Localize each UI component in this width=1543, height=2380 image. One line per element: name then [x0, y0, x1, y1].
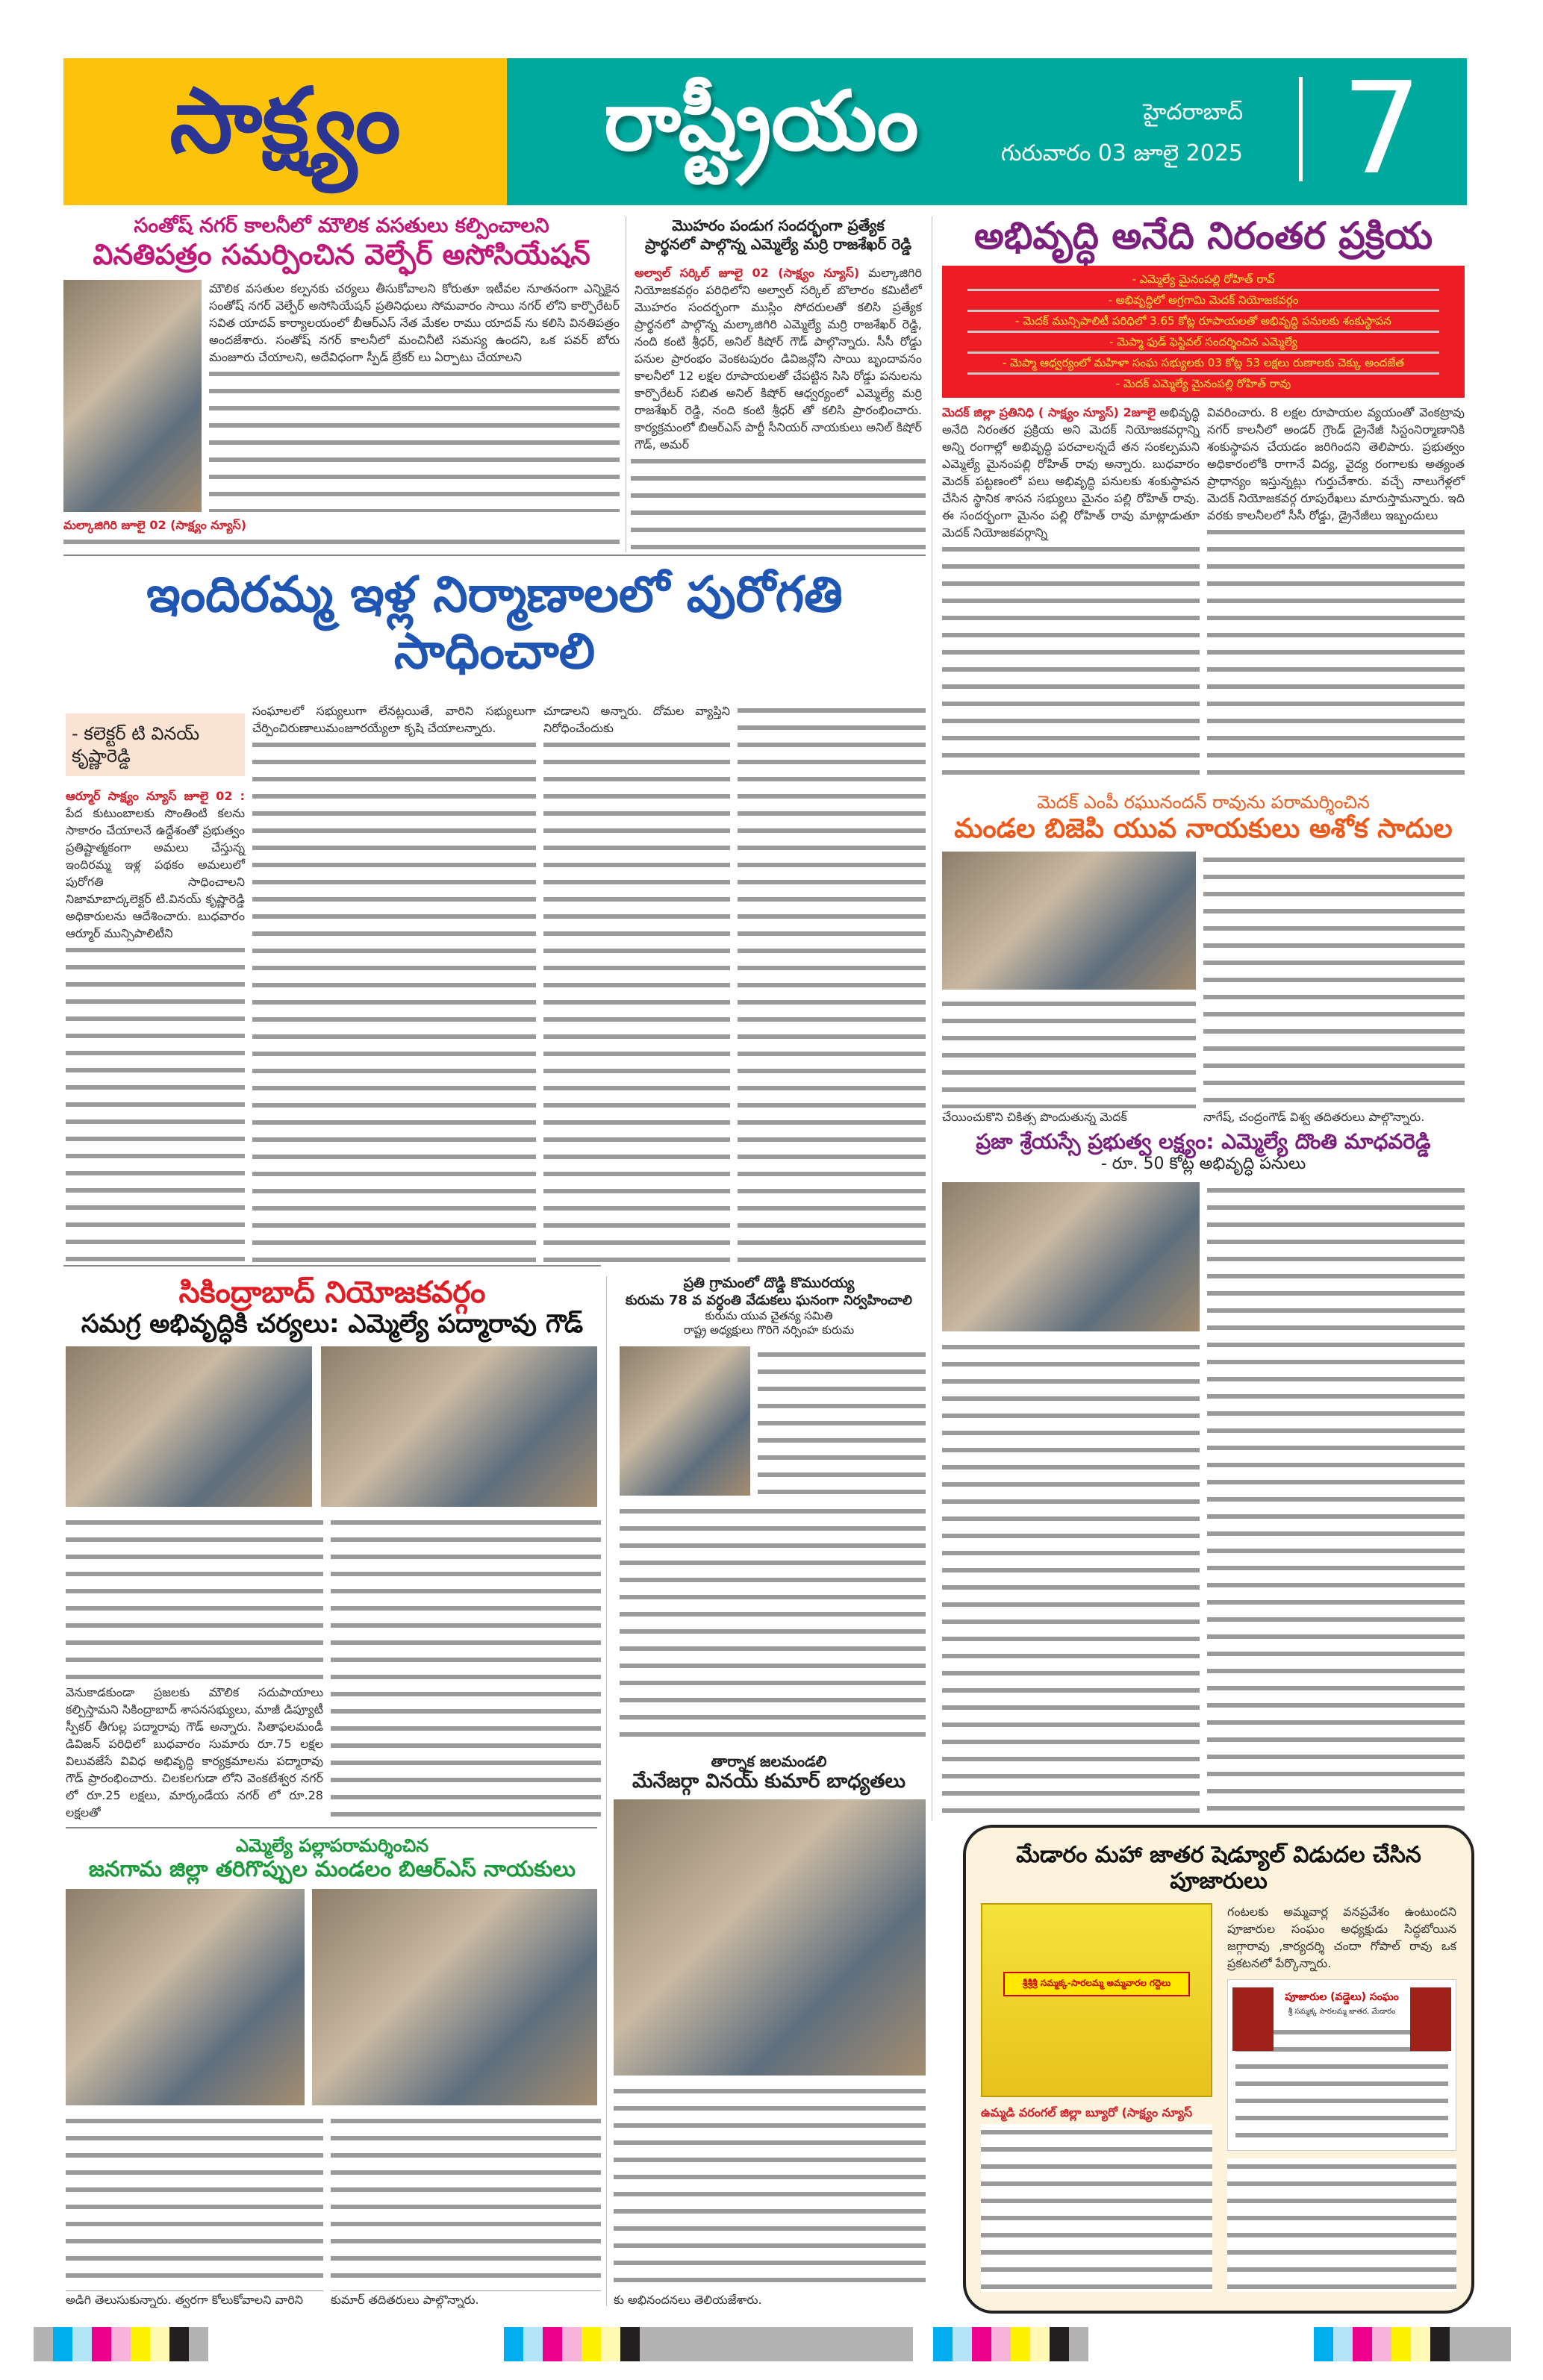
- jangaon-photo-2: [312, 1889, 597, 2105]
- praja-text-block: [1207, 1182, 1465, 1820]
- tarnaka-photo: [614, 1799, 926, 2076]
- medaram-dateline: ఉమ్మడి వరంగల్ జిల్లా బ్యూరో (సాక్ష్యం న్యూస్: [981, 2105, 1193, 2120]
- bjp-text-block: [1203, 852, 1465, 1108]
- medak-bullet: - ఎమ్మెల్యే మైనంపల్లి రోహిత్ రావ్: [967, 270, 1439, 291]
- medaram-headline: మేడారం మహా జాతర షెడ్యూల్ విడుదల చేసిన పూజారులు: [1016, 1842, 1421, 1894]
- praja-text-block: [942, 1339, 1200, 1820]
- jangaon-photo-1: [66, 1889, 305, 2105]
- bjp-tail: చేయించుకొని చికిత్స పొందుతున్న మెదక్: [942, 1110, 1127, 1124]
- section-rule: [63, 1265, 601, 1266]
- kuruma-text-block: [620, 1503, 926, 1746]
- medak-text-block: [942, 541, 1200, 787]
- muharram-body: [631, 264, 926, 453]
- bjp-tail-2: నాగేష్, చంద్రంగౌడ్ విశ్వ తదితరులు పాల్గొన్నారు.: [1203, 1110, 1425, 1124]
- kuruma-kicker: ప్రతి గ్రామంలో దొడ్డి కొమురయ్య: [683, 1275, 855, 1291]
- muharram-article: [631, 216, 926, 551]
- santosh-kicker: సంతోష్ నగర్ కాలనీలో మౌలిక వసతులు కల్పించాలని: [134, 214, 549, 237]
- color-bar: [1314, 2327, 1511, 2361]
- santosh-dateline-block: [63, 516, 620, 534]
- muharram-text-block: [631, 453, 926, 551]
- tarnaka-headline: మేనేజర్గా వినయ్ కుమార్ బాధ్యతలు: [632, 1770, 905, 1793]
- tarnaka-article: [612, 1752, 926, 2308]
- medaram-text-block: [1227, 2158, 1456, 2292]
- temple-photo: [981, 1903, 1212, 2097]
- medak-bullet: - మెప్మా ఫుడ్ ఫెస్టివల్ సందర్శించిన ఎమ్మెల్యే: [967, 333, 1439, 354]
- medak-article: [937, 215, 1467, 786]
- indiramma-text-block: [252, 737, 536, 1264]
- color-bar: [34, 2327, 208, 2361]
- secunderabad-body: వెనుకాడకుండా ప్రజలకు మౌలిక సదుపాయాలు కల్పిస్తామని సికింద్రాబాద్ శాసనసభ్యులు, మాజీ డిప్యూటీ స్పీకర్ తీగుల్ల పద్మారావు గౌడ్ అన్నారు. సితాఫలమండీ డివిజన్ పరిధిలో బుధవారం సుమారు రూ.75 లక్షల విలువజేసే వివిధ అభివృద్ధి కార్యక్రమాలను పద్మారావు గౌడ్ ప్రారంభించారు. చిలకలగుడా లోని వెంకటేశ్వర నగర్ లో రూ.25 లక్షలు, మార్కండేయ నగర్ లో రూ.28 లక్షలతో: [66, 1685, 323, 1820]
- secunderabad-photo-2: [321, 1346, 597, 1507]
- indiramma-text-block: [543, 737, 730, 1264]
- indiramma-text-block: [66, 942, 245, 1264]
- medak-body: [942, 404, 1200, 541]
- indiramma-body-3: చూడాలని అన్నారు. దోమల వ్యాప్తిని నిరోధించేందుకు: [543, 703, 730, 735]
- column-divider: [606, 1276, 607, 2306]
- page-number: 7: [1341, 55, 1422, 203]
- santosh-dateline: మల్కాజిగిరి జూలై 02 (సాక్ష్యం న్యూస్): [63, 518, 247, 532]
- tarnaka-text-block: [614, 2083, 926, 2291]
- santosh-article: [63, 213, 620, 551]
- jangaon-text-block: [66, 2113, 323, 2291]
- praja-headline: ప్రజా శ్రేయస్సే ప్రభుత్వ లక్ష్యం: ఎమ్మెల్యే దొంతి మాధవరెడ్డి: [976, 1130, 1431, 1154]
- indiramma-headline: ఇందిరమ్మ ఇళ్ల నిర్మాణాలలో పురోగతి సాధించాలి: [146, 566, 843, 680]
- indiramma-body: [66, 787, 245, 942]
- secunderabad-photo-1: [66, 1346, 312, 1507]
- notice-title: పూజారుల (వడ్డెలు) సంఘం: [1285, 1991, 1399, 2003]
- kuruma-article: [612, 1275, 926, 1746]
- section-title: రాష్ట్రీయం: [604, 73, 919, 169]
- secunderabad-article: [63, 1265, 601, 1821]
- masthead-banner: [507, 55, 1467, 205]
- divider: [1299, 77, 1303, 181]
- medak-highlights: [942, 266, 1465, 398]
- kuruma-headline: కురుమ 78 వ వర్ధంతి వేడుకలు ఘనంగా నిర్వహించాలి: [626, 1292, 912, 1308]
- color-bar: [933, 2327, 1088, 2361]
- bjp-headline: మండల బిజెపి యువ నాయకులు అశోక సాదుల: [954, 813, 1453, 844]
- medaram-box: [963, 1825, 1474, 2314]
- medaram-text-block: [981, 2124, 1212, 2292]
- medak-bullet: - మెదక్ మున్సిపాలిటీ పరిధిలో 3.65 కోట్ల రూపాయలతో అభివృద్ధి పనులకు శంకుస్థాపన: [967, 312, 1439, 333]
- praja-article: [937, 1130, 1467, 1820]
- medak-bullet: - అభివృద్ధిలో అగ్రగామి మెదక్ నియోజకవర్గం: [967, 291, 1439, 312]
- medak-body-2: వివరించారు. 8 లక్షల రూపాయల వ్యయంతో వెంకట్రావు నగర్ కాలనీలో అండర్ గ్రౌండ్ డ్రైనేజీ సిస్టంనిర్మాణానికి శంకుస్థాపన చేయడం జరిగిందని తెలిపారు. ప్రభుత్వం అధికారంలోకి రాగానే విద్య, వైద్య రంగాలకు అత్యంత ప్రాధాన్యం ఇస్తున్నట్లు గుర్తుచేశారు. వచ్చే నాలుగేళ్లలో మెదక్ నియోజకవర్గ రూపురేఖలు మారుస్తామన్నారు. ఇది వరకు కాలనీలలో సీసీ రోడ్డు, డ్రైనేజీలు ఇబ్బందులు: [1207, 405, 1465, 522]
- indiramma-text-block: [738, 702, 926, 1264]
- section-rule: [63, 555, 926, 556]
- santosh-photo: [63, 280, 202, 512]
- kuruma-text-block: [758, 1346, 926, 1503]
- indiramma-article: [63, 555, 926, 1264]
- bjp-kicker: మెదక్ ఎంపీ రఘునందన్ రావును పరామర్శించిన: [1037, 792, 1370, 813]
- santosh-text-block: [63, 534, 620, 551]
- medaram-body: గంటలకు అమ్మవార్ల వనప్రవేశం ఉంటుందని పూజారుల సంఘం అధ్యక్షుడు సిద్ధబోయిన జగ్గారావు ,కార్యదర్శి చందా గోపాల్ రావు ఒక ప్రకటనలో పేర్కొన్నారు.: [1227, 1905, 1456, 1970]
- jangaon-headline: జనగామ జిల్లా తరిగొప్పుల మండలం బిఆర్ఎస్ నాయకులు: [88, 1856, 576, 1881]
- tarnaka-tail: కు అభినందనలు తెలియజేశారు.: [614, 2293, 762, 2307]
- jangaon-text-block: [331, 2113, 601, 2291]
- edition-date: గురువారం 03 జూలై 2025: [1000, 140, 1243, 166]
- kuruma-sub: కురుమ యువ చైతన్య సమితి: [705, 1309, 833, 1323]
- indiramma-text: పేద కుటుంబాలకు సొంతింటి కలను సాకారం చేయాలనే ఉద్దేశంతో ప్రభుత్వం ప్రతిష్టాత్మకంగా అమలు చేస్తున్న ఇందిరమ్మ ఇళ్ల పథకం అమలులో పురోగతి సాధించాలని నిజామాబాద్కలెక్టర్ టి.వినయ్ కృష్ణారెడ్డి అధికారులను ఆదేశించారు. బుధవారం ఆర్మూర్ మున్సిపాలిటీని: [66, 805, 245, 940]
- secunderabad-text-block: [66, 1514, 323, 1684]
- edition-city: హైదరాబాద్: [1143, 99, 1243, 125]
- muharram-kicker: మొహరం పండుగ సందర్భంగా ప్రత్యేక: [672, 216, 885, 234]
- medak-bullet: - మెప్మా ఆధ్వర్యంలో మహిళా సంఘ సభ్యులకు 03 కోట్ల 53 లక్షలు రుణాలకు చెక్కు అందజేత: [967, 354, 1439, 375]
- indiramma-body-2: సంఘాలలో సభ్యులుగా లేనట్లయితే, వారిని సభ్యులుగా చేర్పించిరుణాలుమంజూరయ్యేలా కృషి చేయాలన్నారు.: [252, 703, 536, 735]
- temple-sign: శ్రీశ్రీశ్రీ సమ్మక్క-సారలమ్మ అమ్మవారల గద్దెలు: [1003, 1972, 1190, 1996]
- masthead-logo: సాక్ష్యం: [63, 58, 507, 205]
- section-rule: [66, 1827, 597, 1828]
- bjp-photo: [942, 852, 1196, 990]
- jangaon-tail: అడిగి తెలుసుకున్నారు. త్వరగా కోలుకోవాలని వారిని: [66, 2293, 304, 2307]
- santosh-body: మౌలిక వసతుల కల్పనకు చర్యలు తీసుకోవాలని కోరుతూ ఇటీవల నూతనంగా ఎన్నికైన సంతోష్ నగర్ వెల్ఫేర్ అసోసియేషన్ ప్రతినిధులు సోమవారం సాయి నగర్ లోని కార్పొరేటర్ సవిత యాదవ్ కార్యాలయంలో బీఆర్ఎస్ నేత మేకల రాము యాదవ్ ను కలిసి వినతిపత్రం అందజేశారు. సంతోష్ నగర్ కాలనీలో మంచినీటి సమస్య ఉందని, ఒక పవర్ బోరు మంజూరు చేయాలని, అదేవిధంగా స్పీడ్ బ్రేకర్ లు ఏర్పాటు చేయాలని: [209, 281, 620, 365]
- notice-subtitle: శ్రీ సమ్మక్క సారలమ్మ జాతర, మేడారం: [1288, 2008, 1396, 2016]
- indiramma-sub: - కలెక్టర్ టి వినయ్ కృష్ణారెడ్డి: [66, 713, 245, 776]
- muharram-dateline: అల్వాల్ సర్కిల్ జూలై 02 (సాక్ష్యం న్యూస్): [635, 266, 860, 280]
- praja-sub: - రూ. 50 కోట్ల అభివృద్ధి పనులు: [1100, 1155, 1306, 1174]
- medak-bullet: - మెదక్ ఎమ్మెల్యే మైనంపల్లి రోహిత్ రావు: [1115, 376, 1291, 390]
- praja-photo: [942, 1182, 1200, 1331]
- medak-text: అభివృద్ధి అనేది నిరంతర ప్రక్రియ అని మెదక్ నియోజకవర్గాన్ని అన్ని రంగాల్లో అభివృద్ధి పరచాలన్నదే తన సంకల్పమని ఎమ్మెల్యే మైనంపల్లి రోహిత్ రావు అన్నారు. బుధవారం మెదక్ పట్టణంలో పలు అభివృద్ధి పనులకు శంకుస్థాపన చేసిన స్థానిక శాసన సభ్యులు మైనం పల్లి రోహిత్ రావు. ఈ సందర్భంగా మైనం పల్లి రోహిత్ రావు మాట్లాడుతూ మెదక్ నియోజకవర్గాన్ని: [942, 405, 1200, 540]
- indiramma-dateline: ఆర్మూర్ సాక్ష్యం న్యూస్ జూలై 02 :: [66, 788, 245, 803]
- secunderabad-text-block: [331, 1514, 601, 1821]
- jangaon-kicker: ఎమ్మెల్యే పల్లాపరామర్శించిన: [235, 1835, 429, 1856]
- medak-headline: అభివృద్ధి అనేది నిరంతర ప్రక్రియ: [973, 215, 1433, 257]
- tarnaka-kicker: తార్నాక జలమండలి: [711, 1752, 827, 1770]
- jangaon-tail-2: కుమార్ తదితరులు పాల్గొన్నారు.: [331, 2293, 479, 2307]
- muharram-text: మల్కాజిగిరి నియోజకవర్గం పరిధిలోని అల్వాల్ సర్కిల్ బొలారం కమిటీలో మొహరం సందర్భంగా ముస్లిం సోదరులతో కలిసి ప్రత్యేక ప్రార్థనలో పాల్గొన్న మల్కాజిగిరి ఎమ్మెల్యే మర్రి రాజశేఖర్ రెడ్డి, నంది కంటి శ్రీధర్, అనిల్ కిషోర్ గౌడ్ పాల్గొన్నారు. సీసీ రోడ్డు పనుల ప్రారంభం వెంకటపురం డివిజన్లోని సాయి బృందావనం కాలనీలో 12 లక్షల రూపాయలతో చేపట్టిన సిసి రోడ్డు పనులను కార్పొరేటర్ సబిత అనిల్ కిషోర్ ఆధ్వర్యంలో ఎమ్మెల్యే మర్రి రాజశేఖర్ రెడ్డి, నంది కంటి శ్రీధర్ తో కలిసి ప్రారంభించారు. కార్యక్రమంలో బిఆర్ఎస్ పార్టీ సీనియర్ నాయకులు అనిల్ కిషోర్ గౌడ్, అమర్: [635, 266, 922, 452]
- secunderabad-kicker: సికింద్రాబాద్ నియోజకవర్గం: [178, 1275, 486, 1310]
- medak-dateline: మెదక్ జిల్లా ప్రతినిధి ( సాక్ష్యం న్యూస్) 2జూలై: [942, 405, 1156, 419]
- deity-image: [1232, 1987, 1274, 2051]
- kuruma-sub-2: రాష్ట్ర అధ్యక్షులు గొరిగె నర్సింహ కురుమ: [683, 1323, 855, 1337]
- deity-image: [1410, 1987, 1451, 2051]
- muharram-headline: ప్రార్థనలో పాల్గొన్న ఎమ్మెల్యే మర్రి రాజశేఖర్ రెడ్డి: [644, 235, 911, 253]
- santosh-headline: వినతిపత్రం సమర్పించిన వెల్ఫేర్ అసోసియేషన్: [93, 237, 590, 271]
- bjp-text-block: [942, 996, 1196, 1108]
- bjp-article: [937, 791, 1467, 1125]
- medak-text-block: [1207, 524, 1465, 787]
- color-bar: [504, 2327, 913, 2361]
- priests-notice: [1227, 1979, 1456, 2151]
- santosh-text-block: [209, 366, 620, 512]
- jangaon-article: [63, 1827, 601, 2308]
- secunderabad-headline: సమగ్ర అభివృద్ధికి చర్యలు: ఎమ్మెల్యే పద్మారావు గౌడ్: [81, 1309, 584, 1339]
- kuruma-photo: [620, 1346, 750, 1496]
